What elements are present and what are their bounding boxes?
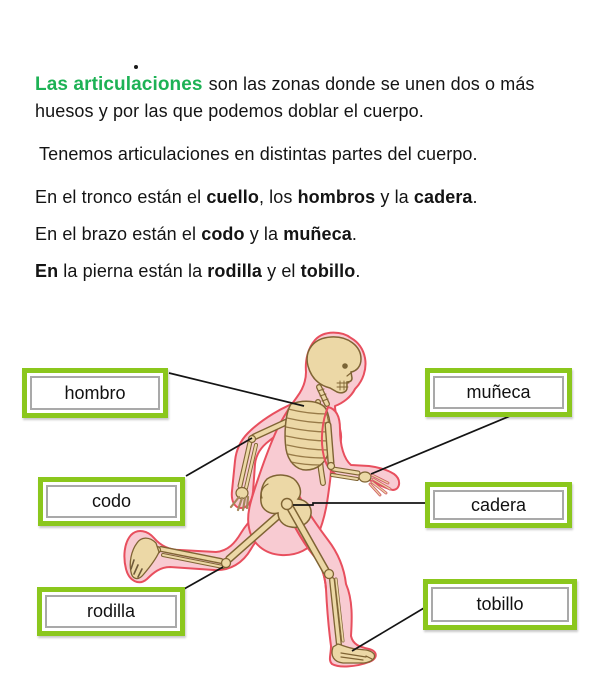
label-tobillo: tobillo xyxy=(476,594,524,614)
p4-t1: En el brazo están el xyxy=(35,224,202,244)
term-codo: codo xyxy=(201,224,245,244)
label-box-hombro xyxy=(22,368,168,418)
term-rodilla: rodilla xyxy=(207,261,263,281)
patella xyxy=(325,570,334,579)
label-box-muneca xyxy=(425,368,572,417)
p1-text-line1: son las zonas donde se unen dos o más xyxy=(208,74,535,94)
label-box-tobillo xyxy=(423,579,577,630)
term-articulaciones: Las articulaciones xyxy=(35,74,203,95)
label-box-rodilla xyxy=(37,587,185,636)
term-cadera: cadera xyxy=(413,187,473,207)
p3-t3: y la xyxy=(375,187,414,207)
rodilla-connector-line xyxy=(184,567,223,589)
term-muneca: muñeca xyxy=(283,224,352,244)
p5-t3: . xyxy=(355,261,361,281)
term-hombros: hombros xyxy=(297,187,376,207)
hip-joint xyxy=(282,499,293,510)
p3-t1: En el tronco están el xyxy=(35,187,207,207)
label-cadera: cadera xyxy=(470,494,527,515)
hombro-connector-line xyxy=(169,373,304,406)
p1-text-line2: huesos y por las que podemos doblar el cuerpo. xyxy=(35,101,424,121)
tobillo-connector-line xyxy=(352,608,424,651)
label-codo: codo xyxy=(91,491,132,511)
p5-t1: la pierna están la xyxy=(58,261,208,281)
eye-socket xyxy=(342,363,348,369)
label-box-cadera xyxy=(425,482,572,528)
label-box-codo xyxy=(38,477,185,526)
term-cuello: cuello xyxy=(206,187,259,207)
muneca-connector-line xyxy=(371,416,510,474)
p5-en: En xyxy=(35,261,59,281)
p4-t2: y la xyxy=(244,224,284,244)
paragraph-intro: Tenemos articulaciones en distintas partes del cuerpo. xyxy=(39,144,478,164)
label-muneca: muñeca xyxy=(466,382,531,402)
cadera-connector-line xyxy=(293,503,425,505)
p3-t2: , los xyxy=(258,187,298,207)
p5-t2: y el xyxy=(262,261,301,281)
p3-t4: . xyxy=(472,187,478,207)
term-tobillo: tobillo xyxy=(300,261,356,281)
label-rodilla: rodilla xyxy=(86,601,136,621)
label-hombro: hombro xyxy=(64,382,126,403)
p4-t3: . xyxy=(351,224,357,244)
